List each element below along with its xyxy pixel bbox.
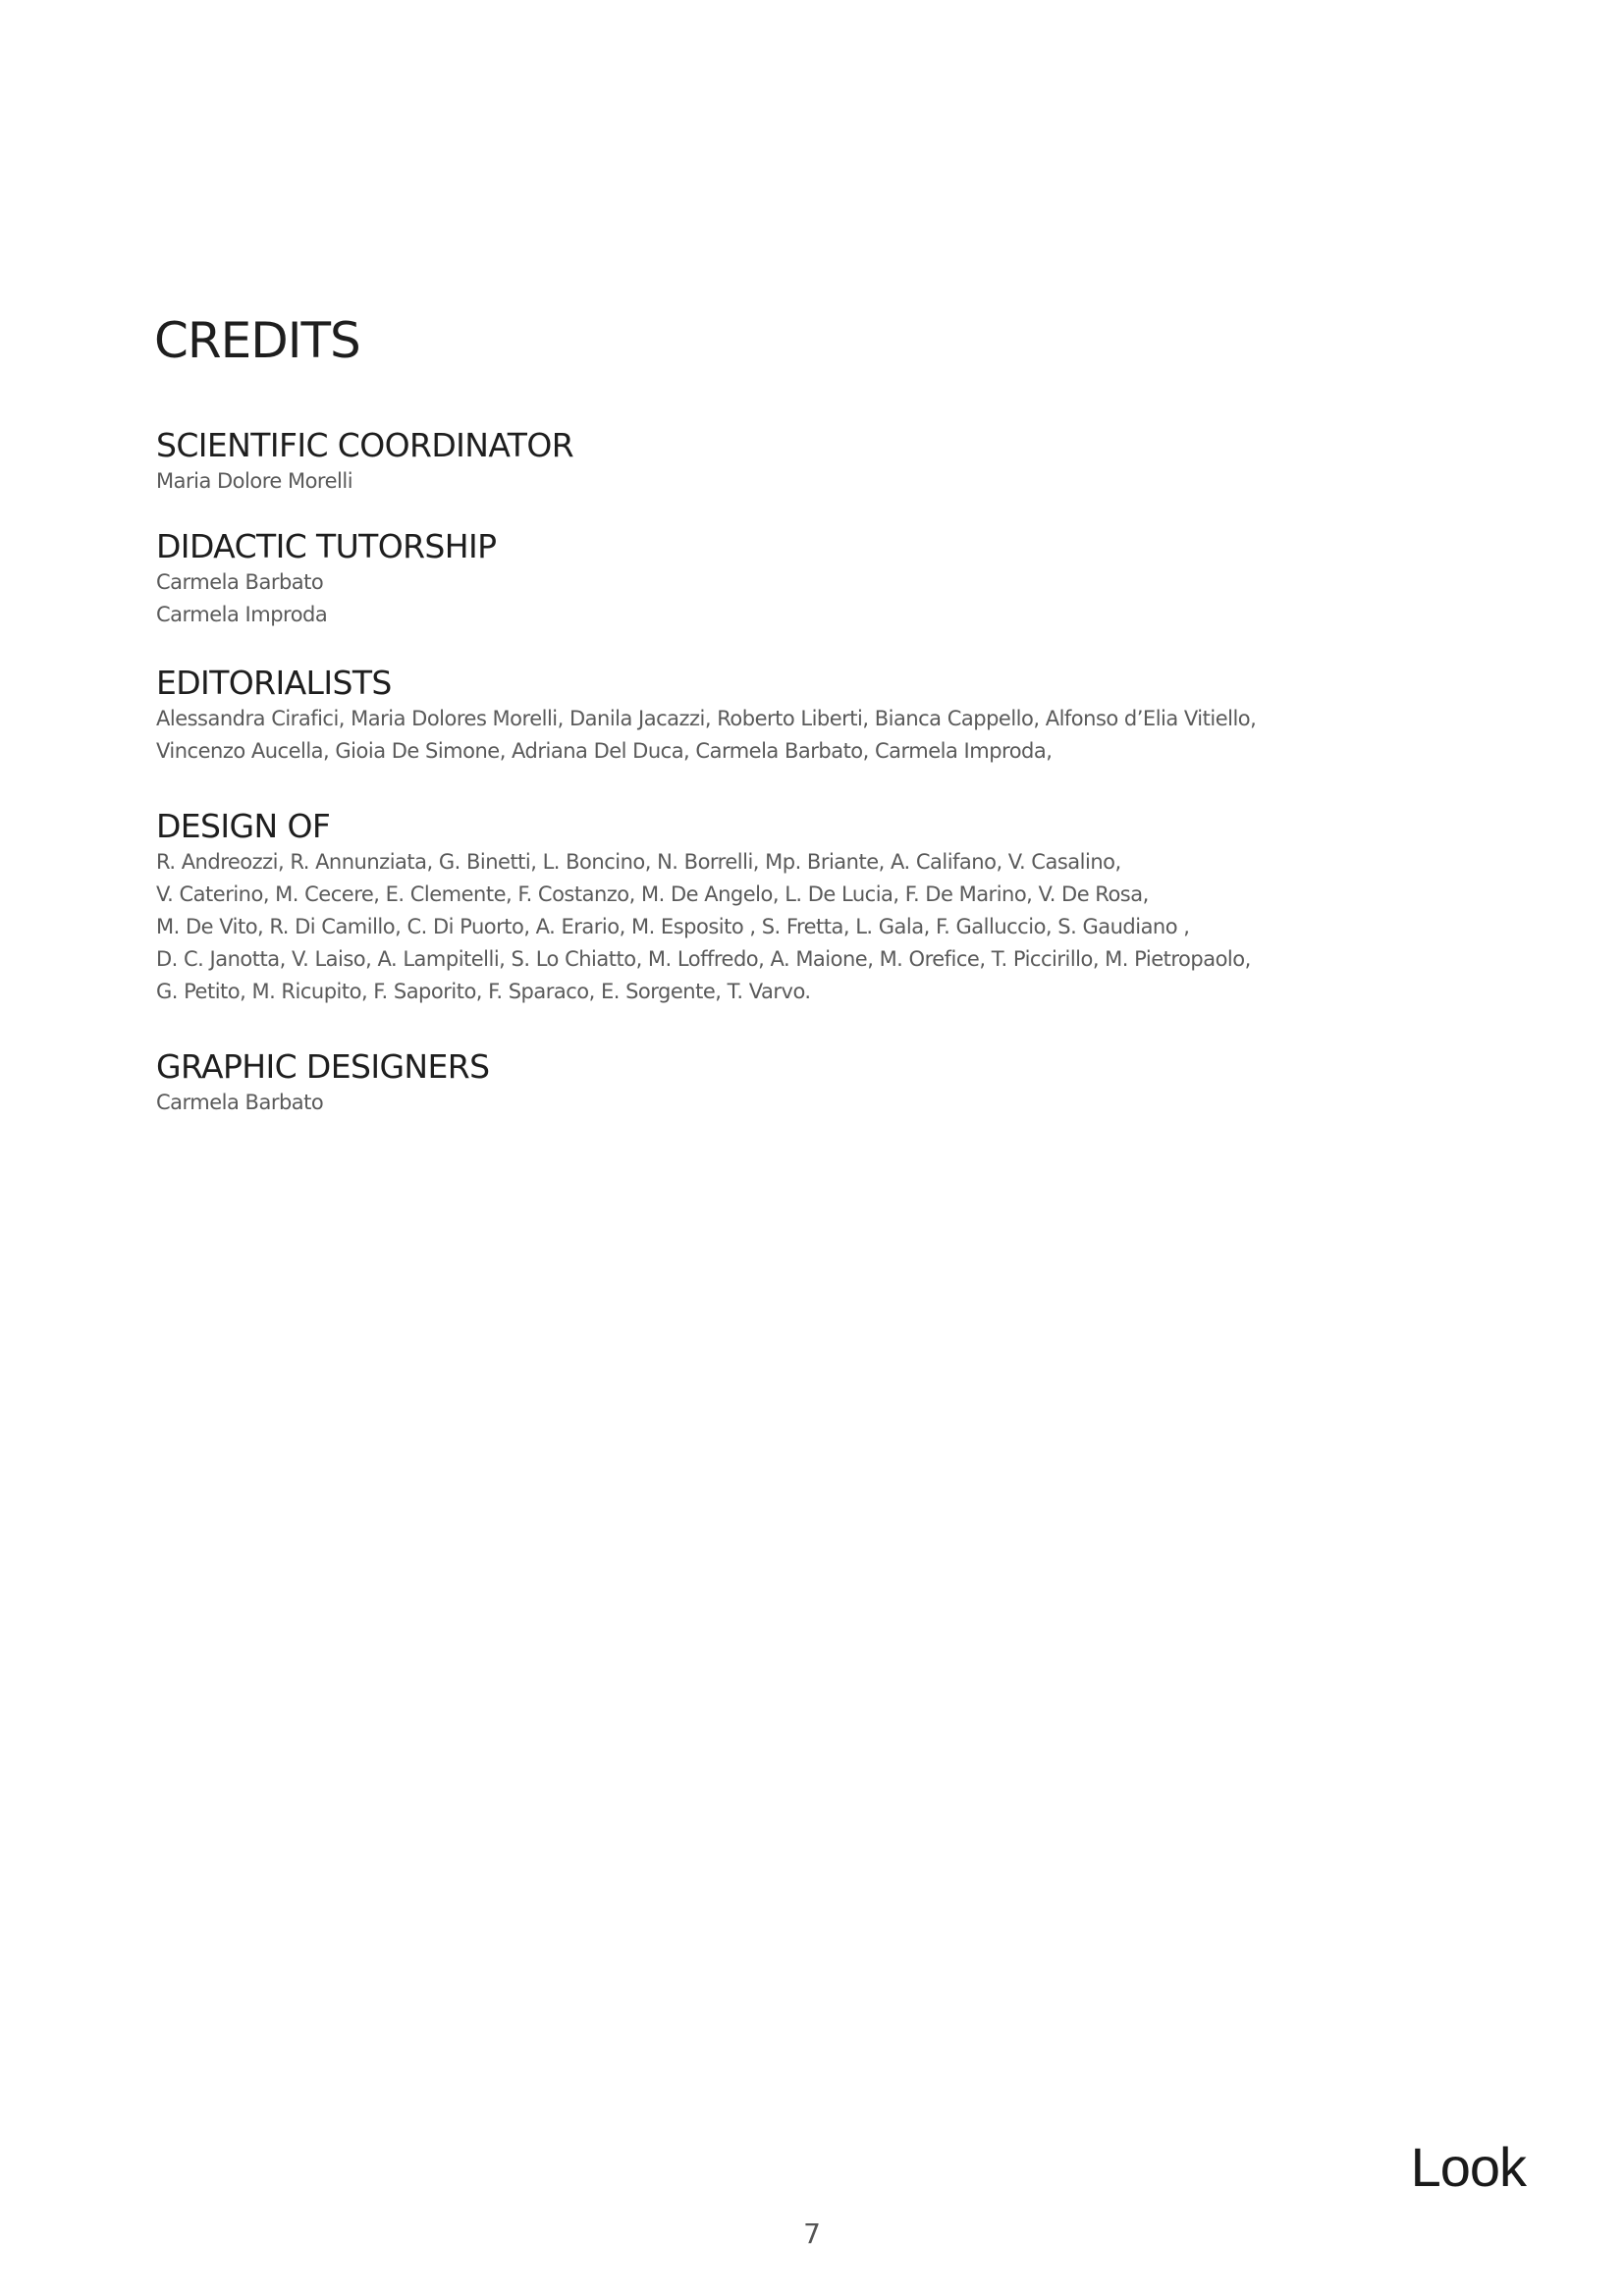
credit-line: M. De Vito, R. Di Camillo, C. Di Puorto, A. Erario, M. Esposito , S. Fretta, L. Gala, F. Galluccio, S. Gaudiano , (156, 915, 1190, 938)
section-heading: DIDACTIC TUTORSHIP (156, 527, 497, 565)
section-scientific-coordinator (156, 426, 1491, 498)
section-lines (156, 846, 1491, 1008)
brand-logo: Look (1410, 2136, 1526, 2198)
section-lines (156, 465, 1491, 498)
page-title: CREDITS (154, 312, 360, 369)
section-graphic-designers (156, 1047, 1491, 1119)
section-didactic-tutorship (156, 527, 1491, 631)
section-lines (156, 703, 1491, 768)
section-heading: EDITORIALISTS (156, 664, 392, 702)
section-design-of (156, 807, 1491, 1008)
credit-line: Carmela Improda (156, 603, 328, 626)
credit-line: Carmela Barbato (156, 570, 324, 594)
credit-line: Vincenzo Aucella, Gioia De Simone, Adriana Del Duca, Carmela Barbato, Carmela Improda, (156, 739, 1053, 763)
credit-line: D. C. Janotta, V. Laiso, A. Lampitelli, S. Lo Chiatto, M. Loffredo, A. Maione, M. Orefice, T. Piccirillo, M. Pietropaolo, (156, 947, 1251, 971)
credit-line: Maria Dolore Morelli (156, 469, 353, 493)
page-number: 7 (803, 2217, 821, 2250)
section-lines (156, 566, 1491, 631)
section-lines (156, 1087, 1491, 1119)
section-editorialists (156, 664, 1491, 768)
section-heading: DESIGN OF (156, 807, 331, 845)
section-heading: SCIENTIFIC COORDINATOR (156, 426, 574, 464)
credit-line: G. Petito, M. Ricupito, F. Saporito, F. Sparaco, E. Sorgente, T. Varvo. (156, 980, 811, 1003)
section-heading: GRAPHIC DESIGNERS (156, 1047, 490, 1086)
credit-line: V. Caterino, M. Cecere, E. Clemente, F. Costanzo, M. De Angelo, L. De Lucia, F. De Marino, V. De Rosa, (156, 882, 1149, 906)
credit-line: Carmela Barbato (156, 1091, 324, 1114)
credit-line: R. Andreozzi, R. Annunziata, G. Binetti, L. Boncino, N. Borrelli, Mp. Briante, A. Califano, V. Casalino, (156, 850, 1121, 874)
credit-line: Alessandra Cirafici, Maria Dolores Morelli, Danila Jacazzi, Roberto Liberti, Bianca Cappello, Alfonso d’Elia Vitiello, (156, 707, 1257, 730)
credits-list (156, 426, 1491, 1119)
